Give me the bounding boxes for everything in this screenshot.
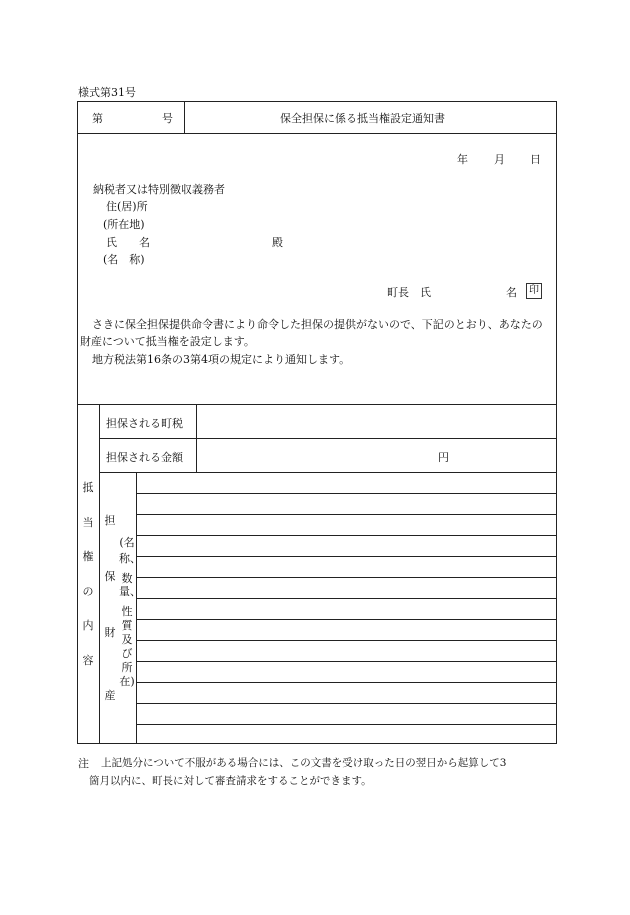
property-sub-char: 及	[121, 633, 133, 646]
section-label-char: の	[82, 585, 94, 598]
form-number: 様式第31号	[78, 86, 136, 99]
property-row-rule	[136, 514, 557, 515]
property-row-rule	[136, 724, 557, 725]
section-label-char: 容	[82, 654, 94, 667]
property-sub-char: び	[121, 647, 133, 660]
property-row-rule	[136, 556, 557, 557]
sender-title: 町長 氏	[387, 286, 431, 299]
table-top-rule	[77, 404, 557, 405]
date-year: 年	[457, 153, 468, 166]
notice-paragraph-1: さきに保全担保提供命令書により命令した担保の提供がないので、下記のとおり、あなたの財産について抵当権を設定します。	[80, 318, 543, 348]
section-label-divider	[99, 404, 100, 744]
property-sub-char: 数	[121, 572, 133, 585]
tax-label: 担保される町税	[106, 417, 183, 430]
addressee-address-label: 住(居)所	[106, 200, 148, 213]
property-row-rule	[136, 577, 557, 578]
seal-mark: 印	[526, 283, 542, 299]
header-go: 号	[162, 112, 173, 125]
date-day: 日	[530, 153, 541, 166]
header-divider	[184, 101, 185, 133]
document-title: 保全担保に係る抵当権設定通知書	[280, 112, 445, 125]
sender-name-suffix: 名	[506, 286, 517, 299]
notice-paragraph-2: 地方税法第16条の3第4項の規定により通知します。	[92, 353, 351, 366]
property-label-char: 担	[104, 514, 116, 527]
property-row-rule	[136, 598, 557, 599]
property-sub-char: 在)	[119, 675, 135, 688]
section-label-char: 内	[82, 619, 94, 632]
property-sub-char: 質	[121, 619, 133, 632]
property-row-rule	[136, 640, 557, 641]
note-mark: 注	[78, 757, 89, 770]
property-row-rule	[136, 682, 557, 683]
property-label-char: 保	[104, 570, 116, 583]
note-line-1: 上記処分について不服がある場合には、この文書を受け取った日の翌日から起算して3	[101, 757, 507, 769]
section-label-char: 抵	[82, 481, 94, 494]
section-label-char: 権	[82, 550, 94, 563]
header-bottom-rule	[77, 133, 557, 134]
property-row-rule	[136, 703, 557, 704]
amount-yen-unit: 円	[438, 451, 449, 464]
date-month: 月	[494, 153, 505, 166]
note-line-2: 箇月以内に、町長に対して審査請求をすることができます。	[89, 775, 372, 787]
property-label-char: 産	[104, 689, 116, 702]
property-sub-char: 称、	[119, 552, 141, 565]
property-row-rule	[136, 619, 557, 620]
property-sub-char: 所	[121, 661, 133, 674]
amount-row-bottom-rule	[99, 472, 557, 473]
addressee-honorific: 殿	[272, 236, 283, 249]
tax-row-bottom-rule	[99, 438, 557, 439]
addressee-name-label: 氏 名	[106, 236, 150, 249]
addressee-corp-name-label: (名 称)	[103, 253, 145, 266]
property-row-rule	[136, 535, 557, 536]
property-row-rule	[136, 661, 557, 662]
amount-label: 担保される金額	[106, 451, 183, 464]
section-label-char: 当	[82, 516, 94, 529]
property-label-char: 財	[104, 626, 116, 639]
label-column-divider	[196, 404, 197, 472]
addressee-type: 納税者又は特別徴収義務者	[93, 183, 225, 196]
property-sub-char: 量、	[119, 585, 141, 598]
addressee-location-label: (所在地)	[103, 218, 145, 231]
property-row-rule	[136, 493, 557, 494]
header-dai: 第	[92, 112, 103, 125]
property-sub-char: 性	[121, 605, 133, 618]
property-sub-char: (名	[119, 536, 135, 549]
